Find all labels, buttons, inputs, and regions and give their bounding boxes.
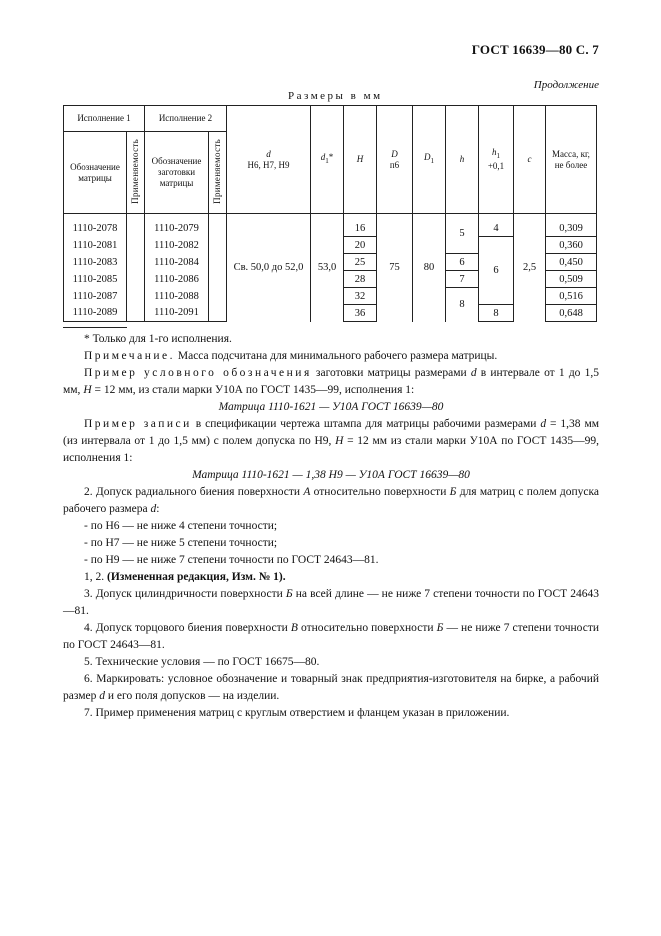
note-text: Масса подсчитана для минимального рабочего размера матрицы. xyxy=(174,350,498,362)
cell-h-c: 7 xyxy=(446,271,479,288)
table-row-3-H: 28 xyxy=(344,271,377,288)
cell-D1-merged: 80 xyxy=(413,214,446,322)
col-c-letter: с xyxy=(527,154,532,164)
table-row-4-v2: 1110-2088 xyxy=(145,288,209,305)
cell-h1-c: 8 xyxy=(479,305,514,322)
cell-h-d: 8 xyxy=(446,288,479,322)
table-row-5-H: 36 xyxy=(344,305,377,322)
col-h1-sub: 1 xyxy=(496,151,500,160)
col-designation-v1: Обозначение матрицы xyxy=(64,132,127,214)
col-c xyxy=(514,106,546,214)
clause-4-c: — не ниже 7 степени точности по ГОСТ 24643—81. xyxy=(63,622,600,651)
clause-5: 5. Технические условия — по ГОСТ 16675—80. xyxy=(84,656,320,668)
clause-2-c: для матриц с полем допуска рабочего размера xyxy=(63,486,599,515)
col-blank-designation-v2: Обозначение заготовки матрицы xyxy=(145,132,209,214)
example-1-d: d xyxy=(470,367,477,379)
col-h xyxy=(446,106,479,214)
col-H xyxy=(344,106,377,214)
clause-2-bullet-3: - по Н9 — не ниже 7 степени точности по ГОСТ 24643—81. xyxy=(84,554,379,566)
example-2-text-a: в спецификации чертежа штампа для матрицы рабочими размерами xyxy=(191,418,541,430)
col-d1-mark: * xyxy=(328,152,334,163)
table-row-4-H: 32 xyxy=(344,288,377,305)
applicability-v2-label: Применяемость xyxy=(212,138,222,204)
col-d1-letter: d xyxy=(320,152,326,163)
col-D xyxy=(377,106,413,214)
clause-2-a: 2. Допуск радиального биения поверхности xyxy=(84,486,304,498)
cell-h-b: 6 xyxy=(446,254,479,271)
col-h1-letter: h xyxy=(492,146,497,157)
col-applicability-v1 xyxy=(127,132,145,214)
col-applicability-v2 xyxy=(209,132,227,214)
example-2-text-c: = 12 мм из стали марки У10А по ГОСТ 1435—99, исполнения 1: xyxy=(63,435,599,464)
col-mass: Масса, кг, не более xyxy=(546,106,597,214)
example-2-label: Пример записи xyxy=(84,418,192,430)
col-D-tol: п6 xyxy=(389,159,400,170)
footnote-divider xyxy=(63,327,127,328)
table-row-0-H: 16 xyxy=(344,214,377,237)
table-row-0-v2: 1110-2079 xyxy=(145,214,209,237)
col-d-tol: Н6, Н7, Н9 xyxy=(247,159,290,170)
amendment-ref: 1, 2. xyxy=(84,571,107,583)
table-row-5-v1: 1110-2089 xyxy=(64,305,127,322)
footnote: * Только для 1-го исполнения. xyxy=(84,333,232,345)
table-row-2-v2: 1110-2084 xyxy=(145,254,209,271)
example-2-H: Н xyxy=(335,435,344,447)
table-row-0-v1: 1110-2078 xyxy=(64,214,127,237)
example-1-text-c: = 12 мм, из стали марки У10А по ГОСТ 1435—99, исполнения 1: xyxy=(91,384,415,396)
units-caption: Размеры в мм xyxy=(288,90,383,102)
dimensions-table xyxy=(63,105,597,322)
col-d xyxy=(227,106,311,214)
col-D1 xyxy=(413,106,446,214)
clause-4-b: относительно поверхности xyxy=(297,622,437,634)
col-h1 xyxy=(479,106,514,214)
col-h-letter: h xyxy=(459,154,465,164)
group-version-1: Исполнение 1 xyxy=(64,106,145,132)
clause-2-A: А xyxy=(303,486,311,498)
table-row-4-mass: 0,516 xyxy=(546,288,597,305)
table-row-5-mass: 0,648 xyxy=(546,305,597,322)
table-row-3-v2: 1110-2086 xyxy=(145,271,209,288)
clause-4 xyxy=(63,620,599,654)
clause-3-a: 3. Допуск цилиндричности поверхности xyxy=(84,588,286,600)
col-D-letter: D xyxy=(391,148,398,159)
table-row-2-mass: 0,450 xyxy=(546,254,597,271)
example-2-text-b: = 1,38 мм (из интервала от 1 до 1,5 мм) с полем допуска по Н9, xyxy=(63,418,600,447)
notes-section xyxy=(63,331,599,722)
clause-2-B: Б xyxy=(449,486,457,498)
clause-2-bullet-1: - по Н6 — не ниже 4 степени точности; xyxy=(84,520,278,532)
example-1-H: Н xyxy=(83,384,92,396)
cell-c-merged: 2,5 xyxy=(514,214,546,322)
col-d1-sub: 1 xyxy=(325,156,329,165)
page-header: ГОСТ 16639—80 С. 7 xyxy=(471,42,599,57)
cell-h1-b: 6 xyxy=(479,237,514,305)
example-1-paragraph xyxy=(63,365,599,399)
clause-6 xyxy=(63,671,599,705)
cell-h-a: 5 xyxy=(446,214,479,254)
group-version-2: Исполнение 2 xyxy=(145,106,227,132)
table-row-1-v1: 1110-2081 xyxy=(64,237,127,254)
table-row-3-v1: 1110-2085 xyxy=(64,271,127,288)
cell-D-merged: 75 xyxy=(377,214,413,322)
clause-2-d: d xyxy=(150,503,157,515)
col-D1-sub: 1 xyxy=(430,156,434,165)
col-h1-tol: +0,1 xyxy=(487,161,505,172)
clause-6-a: 6. Маркировать: условное обозначение и товарный знак предприятия-изготовителя на бирке, а рабочий размер xyxy=(63,673,599,702)
clause-6-b: и его поля допусков — на изделии. xyxy=(105,690,280,702)
clause-2-bullet-2: - по Н7 — не ниже 5 степени точности; xyxy=(84,537,278,549)
table-row-1-mass: 0,360 xyxy=(546,237,597,254)
amendment-note xyxy=(63,569,599,586)
clause-7: 7. Пример применения матриц с круглым отверстием и фланцем указан в приложении. xyxy=(84,707,510,719)
col-d-letter: d xyxy=(266,148,271,159)
table-row-1-v2: 1110-2082 xyxy=(145,237,209,254)
example-1-formula: Матрица 1110-1621 — У10А ГОСТ 16639—80 xyxy=(218,401,444,413)
amendment-text: (Измененная редакция, Изм. № 1). xyxy=(107,571,286,583)
clause-4-a: 4. Допуск торцового биения поверхности xyxy=(84,622,291,634)
cell-d-merged: Св. 50,0 до 52,0 xyxy=(227,214,311,322)
col-D1-letter: D xyxy=(424,152,431,163)
example-2-paragraph xyxy=(63,416,599,467)
cell-d1-merged: 53,0 xyxy=(311,214,344,322)
table-row-1-H: 20 xyxy=(344,237,377,254)
applicability-v1-label: Применяемость xyxy=(130,138,140,204)
continuation-label: Продолжение xyxy=(533,79,599,91)
clause-2 xyxy=(63,484,599,518)
example-2-d: d xyxy=(540,418,547,430)
example-1-text-b: в интервале от 1 до 1,5 мм, xyxy=(63,367,599,396)
table-row-0-mass: 0,309 xyxy=(546,214,597,237)
table-row-2-H: 25 xyxy=(344,254,377,271)
clause-2-e: : xyxy=(156,503,160,515)
note-paragraph xyxy=(63,348,599,365)
table-row-3-mass: 0,509 xyxy=(546,271,597,288)
table-row-5-v2: 1110-2091 xyxy=(145,305,209,322)
example-2-formula: Матрица 1110-1621 — 1,38 Н9 — У10А ГОСТ 16639—80 xyxy=(192,469,470,481)
example-1-text-a: заготовки матрицы размерами xyxy=(311,367,471,379)
table-row-2-v1: 1110-2083 xyxy=(64,254,127,271)
clause-3 xyxy=(63,586,599,620)
col-H-letter: Н xyxy=(356,154,364,164)
clause-3-B: Б xyxy=(285,588,293,600)
clause-2-b: относительно поверхности xyxy=(310,486,450,498)
clause-3-b: на всей длине — не ниже 7 степени точности по ГОСТ 24643—81. xyxy=(63,588,600,617)
table-row-4-v1: 1110-2087 xyxy=(64,288,127,305)
clause-4-B: Б xyxy=(436,622,444,634)
col-d1 xyxy=(311,106,344,214)
cell-h1-a: 4 xyxy=(479,214,514,237)
note-label: Примечание. xyxy=(84,350,175,362)
example-1-label: Пример условного обозначения xyxy=(84,367,312,379)
clause-6-d: d xyxy=(99,690,105,702)
clause-4-V: В xyxy=(290,622,298,634)
